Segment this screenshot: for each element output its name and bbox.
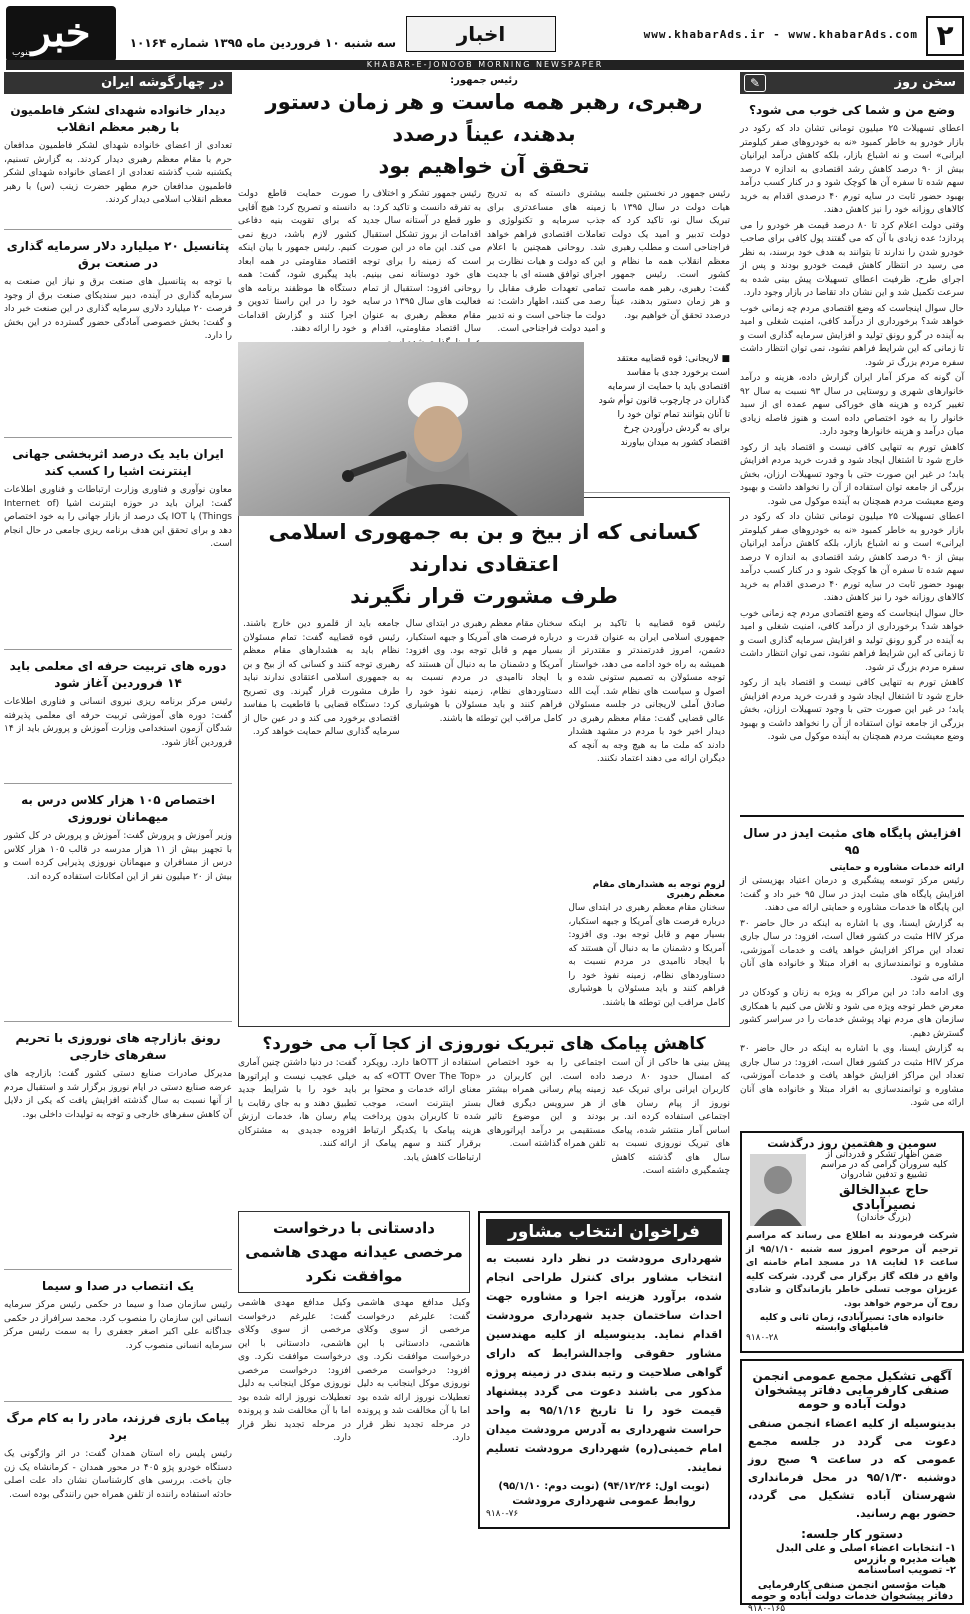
agenda-title: دستور کار جلسه:: [801, 1527, 903, 1541]
ad-code: ۹۱۸۰-۷۶: [486, 1509, 519, 1519]
brief-title: ایران باید یک درصد اثربخشی جهانی اینترنت اشیا را کسب کند: [12, 447, 224, 478]
tender-ad-body: شهرداری مرودشت در نظر دارد نسبت به انتخاب مشاور برای کنترل طراحی انجام شده، برآورد هزینه اجرا و مشاوره جهت احداث ساختمان جدید شهرداری مرودشت اقدام نماید. بدینوسیله از کلیه مهندسین مشاور حقوقی واجدالشرایط که دارای گواهی صلاحیت و رتبه بندی در زمینه پروژه مذکور می باشند دعوت می گردد پیشنهاد قیمت خود را تا تاریخ ۹۵/۱/۱۶ به واحد حراست شهرداری به آدرس مرودشت میدان امام خمینی(ره) شهرداری مرودشت تسلیم نمایند.: [486, 1252, 722, 1474]
news-brief: [4, 238, 232, 438]
portrait-photo: [750, 1154, 806, 1226]
story-headline-box: [238, 1211, 470, 1293]
story-headline: دادستانی با درخواست مرخصی عیدانه مهدی هاشمی موافقت نکرد: [245, 1219, 463, 1285]
editorial-body: اعطای تسهیلات ۲۵ میلیون تومانی تشان داد که رکود در بازار خودرو به خاطر کمبود «نه به خودروهای صفر کیلومتر ایرانی» است و نه اشباع بازار، بلکه کاهش درآمد ایرانیان بیش از ۹۰ درصد کاهش رشد اقتصادی به اندازه ۷ درصد سهم شده تا سفره آن ها کوچک شود و در کنار کسب درآمد بهبود حضور ثابت در سایه تورم ۴۰ درصدی اقدام به خرید کالاهای روزانه خود را نیز کاهش دهند. وقتی دولت اعلام کرد تا ۸۰ درصد قیمت هر خودرو را می پردازد؛ عده زیادی با آن که می گفتند پول کافی برای صاحب خودرو شدن را ندارند تا بتوانند به هدف خود برسند، به نظر می رسید در انتظار کاهش قیمت خودرو بودند و پس از اجرای طرح، ظرفیت اعطای تسهیلات پیش بینی شده به سرعت تکمیل شد و این نشان داد تقاضا در بازار وجود دارد. حال سوال اینجاست که وضع اقتصادی مردم چه زمانی خوب خواهد شد؟ برخورداری از درآمد کافی، امنیت شغلی و امید به آینده در گرو رونق تولید و افزایش سرمایه گذاری است و تا زمانی که این شرایط فراهم نشود، نمی توان انتظار داشت سفره مردم بزرگ تر شود. آن گونه که مرکز آمار ایران گزارش داده، هزینه و درآمد خانوارهای شهری و روستایی در سال ۹۳ نسبت به سال ۹۲ تغییر کرده و هزینه های خوراکی سهم عمده ای از سبد خانوار را به خود اختصاص داده است و هنوز فاصله زیادی میان درآمد و هزینه خانوارها وجود دارد. کاهش تورم به تنهایی کافی نیست و اقتصاد باید از رکود خارج شود تا اشتغال ایجاد شود و قدرت خرید مردم افزایش یابد؛ در غیر این صورت حتی با وجود تسهیلات ارزان، بخش بزرگی از جامعه توان استفاده از آن را نخواهد داشت و بهبود وضع معیشت مردم همچنان به آینده موکول می شود. اعطای تسهیلات ۲۵ میلیون تومانی تشان داد که رکود در بازار خودرو به خاطر کمبود «نه به خودروهای صفر کیلومتر ایرانی» است و نه اشباع بازار، بلکه کاهش درآمد ایرانیان بیش از ۹۰ درصد کاهش رشد اقتصادی به اندازه ۷ درصد سهم شده تا سفره آن ها کوچک شود و در کنار کسب درآمد بهبود حضور ثابت در سایه تورم ۴۰ درصدی اقدام به خرید کالاهای روزانه خود را نیز کاهش دهند. حال سوال اینجاست که وضع اقتصادی مردم چه زمانی خوب خواهد شد؟ برخورداری از درآمد کافی، امنیت شغلی و امید به آینده در گرو رونق تولید و افزایش سرمایه گذاری است و تا زمانی که این شرایط فراهم نشود، نمی توان انتظار داشت سفره مردم بزرگ تر شود. کاهش تورم به تنهایی کافی نیست و اقتصاد باید از رکود خارج شود تا اشتغال ایجاد شود و قدرت خرید مردم افزایش یابد؛ در غیر این صورت حتی با وجود تسهیلات ارزان، بخش بزرگی از جامعه توان استفاده از آن را نخواهد داشت و بهبود وضع معیشت مردم همچنان به آینده موکول می شود.: [740, 124, 965, 742]
story-columns: پیش بینی ها حاکی از آن است که امسال حدود ۸۰ درصد کاربران ایرانی برای تبریک عید نوروز از پیام رسان های اجتماعی استفاده کرده اند. بر اساس آمار منتشر شده، پیامک های تبریک نوروزی نسبت به سال های گذشته کاهش چشمگیری داشته است. اجتماعی را به خود اختصاص داده است. این کاربران در زمینه پیام رسانی همراه بیشتر از هر سرویس دیگری فعال بودند و این موضوع تاثیر مستقیمی بر درآمد اپراتورهای تلفن همراه گذاشته است. استفاده از OTTها دارد. رویکرد «OTT Over The Top» که به معنای ارائه خدمات و محتوا بر بستر اینترنت است، موجب شده تا کاربران بدون پرداخت هزینه پیامک با یکدیگر ارتباط برقرار کنند و سهم پیامک از ارتباطات کاهش یابد. گفت: در دنیا داشتن چنین آماری خیلی عجیب نیست و اپراتورها باید خود را با شرایط جدید تطبیق دهند و به جای رقابت با پیام رسان ها، خدمات ارزش افزوده جدیدی به مشترکان ارائه کنند.: [238, 1058, 730, 1176]
brief-body: مدیرکل صادرات صنایع دستی کشور گفت: بازارچه های عرضه صنایع دستی در ایام نوروز برگزار شد و استقبال مردم از آنها نسبت به سال گذشته افزایش یافت که یکی از دلایل آن کاهش سفرهای خارجی و توجه به تولیدات داخلی بود.: [4, 1069, 232, 1120]
story-headline: کاهش پیامک های تبریک نوروزی از کجا آب می خورد؟: [262, 1034, 706, 1054]
kicker-label: سخن روز: [894, 75, 956, 90]
issue-dateline: سه شنبه ۱۰ فروردین ماه ۱۳۹۵ شماره ۱۰۱۶۴: [129, 36, 396, 50]
logo-subtext: جنوب: [12, 48, 34, 58]
story-headline-line1: رهبری، رهبر همه ماست و هر زمان دستور بدهند، عیناً درصدد: [265, 90, 703, 146]
photo-caption: ■ لاریجانی: قوه قضاییه معتقد است برخورد جدی با مفاسد اقتصادی باید با حمایت از سرمایه گذاران در چارچوب قانون توأم شود تا آنان بتوانند تمام توان خود را برای به گردش درآوردن چرخ اقتصاد کشور به میدان بیاورند: [598, 354, 730, 448]
pen-icon: ✎: [744, 74, 766, 92]
ad-code: ۹۱۸۰-۲۸: [746, 1333, 779, 1343]
obituary-body: شرکت فرمودند به اطلاع می رساند که مراسم ترحیم آن مرحوم امروز سه شنبه ۹۵/۱/۱۰ از ساعت ۱۶ لغایت ۱۸ در مسجد امام خامنه ای واقع در فلکه گاز برگزار می گردد. شرکت کلیه عزیزان موجب تسلی خاطر بازماندگان و شادی روح آن مرحوم خواهد بود.: [746, 1231, 959, 1309]
news-brief: [4, 1278, 232, 1402]
hashemi-story: [238, 1211, 470, 1529]
assembly-notice-ad: آگهی تشکیل مجمع عمومی انجمن صنفی کارفرمایی دفاتر پیشخوان دولت آباده و حومه بدینوسیله از کلیه اعضاء انجمن صنفی دعوت می گردد در جلسه مجمع عمومی که در ساعت ۹ صبح روز دوشنبه ۹۵/۱/۳۰ در محل فرمانداری شهرستان آباده تشکیل می گردد، حضور بهم رسانید. دستور کار جلسه: ۱- انتخابات اعضاء اصلی و علی البدل هیات مدیره و بازرس ۲- تصویب اساسنامه هیات مؤسس انجمن صنفی کارفرمایی دفاتر پیشخوان خدمات دولت آباده و حومه ۹۱۸۰-۱۶۵: [740, 1359, 964, 1605]
judiciary-story: [238, 497, 730, 1027]
kicker-label: در چهارگوشه ایران: [101, 75, 224, 90]
assembly-ad-title: آگهی تشکیل مجمع عمومی انجمن صنفی کارفرمایی دفاتر پیشخوان دولت آباده و حومه: [752, 1369, 952, 1411]
tender-ad-dates: (نوبت اول: ۹۴/۱۲/۲۶) (نوبت دوم: ۹۵/۱/۱۰): [498, 1481, 710, 1492]
portrait-silhouette: [750, 1154, 806, 1226]
story-columns: وکیل مدافع مهدی هاشمی گفت: علیرغم درخواست مرخصی از سوی وکلای هاشمی، دادستانی با این درخواست موافقت نکرد. وی افزود: درخواست مرخصی نوروزی موکل اینجانب به دلیل تعطیلات نوروز ارائه شده بود اما با آن مخالفت شد و پرونده در مرحله تجدید نظر قرار دارد. وکیل مدافع مهدی هاشمی گفت: علیرغم درخواست مرخصی از سوی وکلای هاشمی، دادستانی با این درخواست موافقت نکرد. وی افزود: درخواست مرخصی نوروزی موکل اینجانب به دلیل تعطیلات نوروز ارائه شده بود اما با آن مخالفت شد و پرونده در مرحله تجدید نظر قرار دارد.: [238, 1298, 470, 1443]
brief-title: دوره های تربیت حرفه ای معلمی باید ۱۴ فروردین آغاز شود: [9, 659, 227, 690]
middle-column: [238, 72, 730, 1531]
tender-ad-signature: روابط عمومی شهرداری مرودشت: [512, 1494, 696, 1507]
photo-row: [238, 342, 730, 518]
column-kicker: [740, 72, 964, 94]
newspaper-logo: [6, 6, 116, 62]
tender-ad-title: فراخوان انتخاب مشاور: [486, 1219, 722, 1245]
brief-title: یک انتصاب در صدا و سیما: [41, 1279, 194, 1293]
story-headline-line2: طرف مشورت قرار نگیرند: [350, 584, 618, 608]
obituary-notice: سومین و هفتمین روز درگذشت ضمن اظهار تشکر و قدردانی از کلیه سروران گرامی که در مراسم تشییع و تدفین شادروان حاج عبدالخالق نصیرآبادی (بزرگ خاندان) شرکت فرمودند به اطلاع می رساند که مراسم ترحیم آن مرحوم امروز سه شنبه ۹۵/۱/۱۰ از ساعت ۱۶ لغایت ۱۸ در مسجد امام خامنه ای واقع در فلکه گاز برگزار می گردد. شرکت کلیه عزیزان موجب تسلی خاطر بازماندگان و شادی روح آن مرحوم خواهد بود. خانواده های: نصیرآبادی، زمان ثانی و کلیه فامیلهای وابسته ۹۱۸۰-۲۸: [740, 1131, 964, 1353]
photo-illustration: [238, 342, 584, 516]
sms-story: [238, 1031, 730, 1209]
news-brief: [4, 446, 232, 650]
story-subhead: لزوم توجه به هشدارهای مقام معظم رهبری: [592, 880, 725, 900]
masthead-subbar: KHABAR-E-JONOOB MORNING NEWSPAPER: [6, 60, 964, 70]
brief-body: رئیس پلیس راه استان همدان گفت: در اثر واژگونی یک دستگاه خودرو پژو ۴۰۵ در محور همدان - کرمانشاه یک زن جان باخت. بررسی های کارشناسان نشان داد علت اصلی حادثه استفاده راننده از تلفن همراه حین رانندگی بوده است.: [4, 1449, 232, 1500]
obituary-family: خانواده های: نصیرآبادی، زمان ثانی و کلیه فامیلهای وابسته: [759, 1313, 945, 1333]
divider: [740, 815, 964, 817]
news-brief: [4, 792, 232, 1022]
left-column: [4, 72, 232, 1550]
top-story: [238, 75, 730, 493]
column-kicker: [4, 72, 232, 94]
story-columns: رئیس جمهور در نخستین جلسه هیات دولت در سال ۱۳۹۵ با تبریک سال نو، تاکید کرد که دولت تدبیر و امید یک دولت فراجناحی است و مطلب رهبری معظم انقلاب همه ما نظام و کشور است. رئیس جمهور گفت: رهبری، رهبر همه ماست و هر زمان دستور بدهند، عیناً درصدد تحقق آن خواهیم بود. بیشتری دانسته که به تدریج زمینه های مساعدتری برای جذب سرمایه و تکنولوژی و تعاملات اقتصادی فراهم خواهد شد. روحانی همچنین با اعلام این که دولت و هیات نظارت بر اجرای توافق هسته ای با جدیت تمامی تعهدات طرف مقابل را رصد می کنند، اظهار داشت: نه دولت ما جناحی است و نه تدبیر و امید دولت فراجناحی است. رئیس جمهور تشکر و اختلاف را به تفرقه دانست و تاکید کرد: به طور قطع در آستانه سال جدید اقدامات از بروز تشکل استقبال می کند. این ماه در این صورت است که زمینه را برای توجه های خود دوستانه نمی بینیم. روحانی افزود: استقبال از تمام فعالیت های سال ۱۳۹۵ در سایه مقام معظم رهبری به عنوان سال اقتصاد مقاومتی، اقدام و صورت حمایت قاطع دولت دانسته و تصریح کرد: هیچ آقایی که برای تقویت بنیه دفاعی کشور لازم باشد، دریغ نمی کنیم. رئیس جمهور با بیان اینکه اقتصاد مقاومتی در همه ابعاد باید پیگیری شود، گفت: همه دستگاه ها موظفند برنامه های خود را در این راستا تدوین و اجرا کنند و گزارش اقدامات خود را ارائه دهند.: [238, 189, 731, 334]
bottom-row: [238, 1211, 730, 1531]
brief-body: رئیس سازمان صدا و سیما در حکمی رئیس مرکز سرمایه انسانی این سازمان را منصوب کرد. محمد سرافراز در حکمی جداگانه علی اکبر اصغر جعفری را به سمت رئیس مرکز سرمایه انسانی منصوب کرد.: [4, 1300, 232, 1351]
editorial-title: وضع من و شما کی خوب می شود؟: [749, 103, 955, 117]
brief-body: با توجه به پتانسیل های صنعت برق و نیاز این صنعت به سرمایه گذاری در آینده، دبیر سندیکای صنعت برق از وجود فرصت ۲۰ میلیارد دلاری سرمایه گذاری در این صنعت خبر داد و گفت: بخش خصوصی آمادگی حضور گسترده در این بخش را دارد.: [4, 277, 233, 341]
right-column: [740, 72, 965, 1614]
section-title: اخبار: [406, 16, 556, 52]
brief-title: اختصاص ۱۰۵ هزار کلاس درس به میهمانان نوروزی: [21, 793, 215, 824]
story-columns: رئیس قوه قضاییه با تاکید بر اینکه جمهوری اسلامی ایران به عنوان قدرت و دشمن، امروز قدرتمندتر و مقتدرتر از همیشه به راه خود ادامه می دهد، خواستار توجه مسئولان به تصمیم ستونی شده و اصول و سیاست های نظام شد. آیت الله صادق آملی لاریجانی در جلسه مسئولان عالی قضایی گفت: مقام معظم رهبری در دیدار اخیر خود با مردم در مشهد هشدار دادند که ملت ما به هیچ وجه به آنچه که دیگران ارائه می دهند اعتماد نکنند. لزوم توجه به هشدارهای مقام معظم رهبری سخنان مقام معظم رهبری در ابتدای سال درباره فرصت های آمریکا و جبهه استکبار، بسیار مهم و قابل توجه بود. وی افزود: آمریکا و دشمنان ما به دنبال آن هستند که با ایجاد ناامیدی در مردم نسبت به دستاوردهای نظام، زمینه نفوذ خود را فراهم کنند و باید مسئولان با هوشیاری کامل مراقب این توطئه ها باشند. سخنان مقام معظم رهبری در ابتدای سال درباره فرصت های آمریکا و جبهه استکبار، بسیار مهم و قابل توجه بود. وی افزود: آمریکا و دشمنان ما به دنبال آن هستند که با ایجاد ناامیدی در مردم نسبت به دستاوردهای نظام، زمینه نفوذ خود را فراهم کنند و باید مسئولان با هوشیاری کامل مراقب این توطئه ها باشند. جامعه باید از قلمرو دین خارج باشند. رئیس قوه قضاییه گفت: تمام مسئولان نظام باید به هشدارهای مقام معظم رهبری توجه کنند و کسانی که از بیخ و بن به جمهوری اسلامی اعتقادی ندارند نباید طرف مشورت قرار گیرند. وی تصریح کرد: دستگاه قضایی با قاطعیت با مفاسد اقتصادی برخورد می کند و در عین حال از سرمایه گذاری سالم حمایت خواهد کرد.: [242, 619, 725, 1008]
news-brief: [4, 102, 232, 230]
aids-story-title: افزایش پایگاه های مثبت ایدز در سال ۹۵: [742, 826, 962, 857]
brief-body: تعدادی از اعضای خانواده شهدای لشکر فاطمیون مدافعان حرم با مقام معظم رهبری دیدار کردند. به گزارش تسنیم، یکشنبه شب گذشته تعدادی از اعضای خانواده شهدای لشکر فاطمیون مدافعان حرم مطهر حضرت زینب (س) با رهبر معظم انقلاب اسلامی دیدار کردند.: [4, 141, 232, 205]
brief-title: پتانسیل ۲۰ میلیارد دلار سرمایه گذاری در صنعت برق: [6, 239, 230, 270]
obituary-title: سومین و هفتمین روز درگذشت: [767, 1137, 937, 1150]
page-number: ۲: [926, 16, 964, 56]
brief-body: رئیس مرکز برنامه ریزی نیروی انسانی و فناوری اطلاعات گفت: دوره های آموزشی تربیت حرفه ای معلمی پذیرفته شدگان آزمون استخدامی وزارت آموزش و پرورش باید از ۱۴ فروردین آغاز شود.: [4, 697, 232, 748]
brief-title: دیدار خانواده شهدای لشکر فاطمیون با رهبر معظم انقلاب: [10, 103, 226, 134]
brief-title: رونق بازارچه های نوروزی با تحریم سفرهای خارجی: [15, 1031, 221, 1062]
speaker-photo: [238, 342, 584, 516]
story-kicker: رئیس جمهور:: [450, 75, 518, 86]
brief-title: پیامک بازی فرزند، مادر را به کام مرگ برد: [6, 1411, 230, 1442]
news-brief: [4, 658, 232, 784]
website-url[interactable]: www.khabarAds.ir - www.khabarAds.com: [643, 28, 918, 41]
masthead: [6, 6, 964, 64]
tender-ad: [478, 1211, 730, 1529]
deceased-name: حاج عبدالخالق نصیرآبادی: [838, 1183, 930, 1213]
logo-text: خبر: [31, 9, 91, 56]
brief-body: وزیر آموزش و پرورش گفت: آموزش و پرورش در کل کشور با تجهیز بیش از ۱۱ هزار مدرسه در قالب ۱۰۵ هزار کلاس درس از مسافران و میهمانان نوروزی پذیرایی کرده است و بیش از ۲۰ میلیون نفر از این امکانات استفاده کرده اند.: [4, 831, 232, 882]
news-brief: [4, 1410, 232, 1550]
assembly-ad-signature: هیات مؤسس انجمن صنفی کارفرمایی دفاتر پیشخوان خدمات دولت آباده و حومه: [750, 1580, 954, 1602]
aids-story-subtitle: ارائه خدمات مشاوره و حمایتی: [829, 863, 964, 873]
ad-code: ۹۱۸۰-۱۶۵: [748, 1604, 786, 1614]
story-headline-line2: تحقق آن خواهیم بود: [378, 154, 590, 178]
brief-body: معاون نوآوری و فناوری وزارت ارتباطات و فناوری اطلاعات گفت: ایران باید در حوزه اینترنت اشیا (Internet of Things) یا IOT یک درصد از بازار جهانی را به خود اختصاص دهد و برای تحقق این هدف برنامه ریزی جامعی در حال انجام است.: [4, 485, 232, 549]
story-headline-line1: کسانی که از بیخ و بن به جمهوری اسلامی اعتقادی ندارند: [268, 520, 700, 576]
aids-story-body: رئیس مرکز توسعه پیشگیری و درمان اعتیاد بهزیستی از افزایش پایگاه های مثبت ایدز در سال ۹۵ خبر داد و گفت: این پایگاه ها خدمات مشاوره و حمایتی ارائه می دهند. به گزارش ایسنا، وی با اشاره به اینکه در حال حاضر ۳۰ مرکز HIV مثبت در کشور فعال است، افزود: در سال جاری تعداد این مراکز افزایش خواهد یافت و خدمات آموزشی، مشاوره و توانمندسازی به افراد مبتلا و خانواده های آنان ارائه می شود. وی ادامه داد: در این مراکز به ویژه به زنان و کودکان در معرض خطر توجه ویژه می شود و تلاش می کنیم با همکاری سازمان های مردم نهاد پوشش خدمات را در سراسر کشور گسترش دهیم. به گزارش ایسنا، وی با اشاره به اینکه در حال حاضر ۳۰ مرکز HIV مثبت در کشور فعال است، افزود: در سال جاری تعداد این مراکز افزایش خواهد یافت و خدمات آموزشی، مشاوره و توانمندسازی به افراد مبتلا و خانواده های آنان ارائه می شود.: [740, 876, 964, 1108]
assembly-ad-body: بدینوسیله از کلیه اعضاء انجمن صنفی دعوت می گردد در جلسه مجمع عمومی که در ساعت ۹ صبح روز دوشنبه ۹۵/۱/۳۰ در محل فرمانداری شهرستان آباده تشکیل می گردد، حضور بهم رسانید.: [748, 1417, 956, 1520]
news-brief: [4, 1030, 232, 1270]
